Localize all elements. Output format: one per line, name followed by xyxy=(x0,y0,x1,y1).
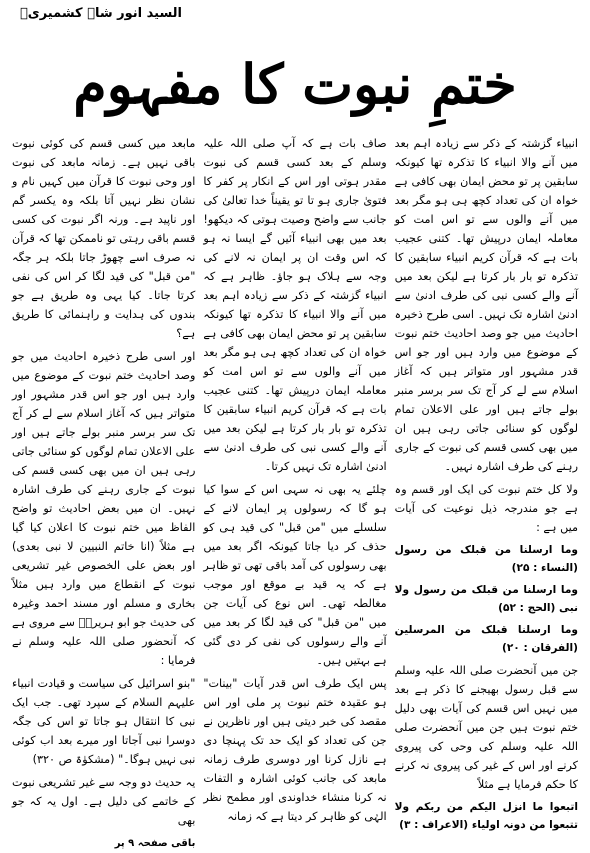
paragraph: چلئے یہ بھی نہ سہی اس کے سوا کیا ہو گا کہ رسولوں پر ایمان لانے کے سلسلے میں "من قبل" کی قید ہی کو حذف کر دیا جاتا کیونکہ اگر بعد میں بھی رسولوں کی آمد باقی تھی تو ظاہر ہے کہ یہ قید بے موقع اور موجب مغالطہ تھی۔ اس نوع کی آیات جن میں "من قبل" کی قید لگا کر بعد میں آنے والے رسولوں کی نفی کر دی گئی ہے بہتیں ہیں۔ xyxy=(203,483,387,667)
continued-note: باقی صفحہ ۹ پر xyxy=(114,838,196,849)
paragraph: اور اسی طرح ذخیرہ احادیث میں جو وصد احادیث ختم نبوت کے موضوع میں وارد ہیں اور جو اس قدر مشہور اور متواتر ہیں کہ آغاز اسلام سے لے کر آج تک سر برسر منبر بولے جاتے ہیں اور علی الاعلان تمام لوگوں کو سنائی جاتی رہی ہیں ان میں بھی کسی قسم کی نبوت کے جاری رہنے کی طرف اشارہ نہیں۔ ان میں بعض احادیث تو واضح الفاظ میں ختم نبوت کا اعلان کیا گیا ہے مثلاً (انا خاتم النبیین لا نبی بعدی) اور بعض علی الخصوص غیر تشریعی نبوت کے انقطاع میں وارد ہیں مثلاً بخاری و مسلم اور مسند احمد وغیرہ کی حدیث جو ابو ہریرہؓ سے مروی ہے کہ آنحضور صلی اللہ علیہ وسلم نے فرمایا : xyxy=(12,350,196,667)
column-middle xyxy=(203,134,387,823)
author-name: السید انور شاہ کشمیریؒ xyxy=(20,6,183,21)
paragraph: جن میں آنحضرت صلی اللہ علیہ وسلم سے قبل رسول بھیجنے کا ذکر ہے بعد میں نہیں اس قسم کی آیات بھی دلیل ختم نبوت ہیں جن میں آنحضرت صلی اللہ علیہ وسلم کی وحی کی پیروی کرنے اور اس کے غیر کی پیروی نہ کرنے کا حکم فرمایا ہے مثلاً xyxy=(394,664,578,791)
hadith-quote: "بنو اسرائیل کی سیاست و قیادت انبیاء علیہم السلام کے سپرد تھی۔ جب ایک نبی کا انتقال ہو جاتا تو اس کی جگہ دوسرا نبی آجاتا اور میرے بعد اب کوئی نبی نہیں ہوگا۔" (مشکوٰۃ ص ۳۲۰) xyxy=(12,677,196,766)
paragraph: مابعد میں کسی قسم کی کوئی نبوت باقی نہیں ہے۔ زمانہ مابعد کی نبوت اور وحی نبوت کا قرآن میں کہیں نام و نشان نظر نہیں آتا بلکہ وہ یکسر گم اور ناپید ہے۔ ورنہ اگر نبوت کی کسی قسم باقی رہتی تو ناممکن تھا کہ قرآن نہ صرف اسے چھوڑ جاتا بلکہ ہر جگہ "من قبل" کی قید لگا کر اس کی نفی کرتا جاتا۔ کیا یہی وہ طریق ہے جو بندوں کی ہدایت و راہنمائی کا طریق ہے؟ xyxy=(12,137,196,340)
paragraph: انبیاء گزشتہ کے ذکر سے زیادہ اہم بعد میں آنے والا انبیاء کا تذکرہ تھا کیونکہ سابقین پر تو محض ایمان بھی کافی ہے خواہ ان کی تعداد کچھ ہی ہو مگر بعد میں آنے والوں سے تو اس امت کو معاملہ ایمان درپیش تھا۔ کتنی عجیب بات ہے کہ قرآن کریم انبیاء سابقین کا تذکرہ تو بار بار کرتا ہے لیکن بعد میں آنے والے کسی نبی کی طرف ادنیٰ سے ادنیٰ اشارہ تک نہیں۔ اسی طرح ذخیرہ احادیث میں جو وصد احادیث ختم نبوت کے موضوع میں وارد ہیں اور جو اس قدر مشہور اور متواتر ہیں کہ آغاز اسلام سے لے کر آج تک سر برسر منبر بولے جاتے ہیں اور علی الاعلان تمام لوگوں کو سنائی جاتی رہی ہیں ان میں بھی کسی قسم کی نبوت کے جاری رہنے کی طرف اشارہ نہیں۔ xyxy=(394,137,578,473)
article-columns xyxy=(12,134,578,849)
paragraph: ولا کل ختم نبوت کی ایک اور قسم وہ ہے جو مندرجہ ذیل نوعیت کی آیات میں ہے : xyxy=(394,483,578,534)
quran-verse: اتبعوا ما انزل الیکم من ربکم ولا تتبعوا من دونہ اولیاء (الاعراف : ۳) xyxy=(394,801,578,831)
column-right xyxy=(394,134,578,831)
quran-verse: وما ارسلنا من قبلک من رسول (النساء : ۲۵) xyxy=(394,544,578,574)
paragraph: یہ حدیث دو وجہ سے غیر تشریعی نبوت کے خاتمے کی دلیل ہے۔ اول یہ کہ جو بھی xyxy=(12,776,196,827)
article-title: ختمِ نبوت کا مفہوم xyxy=(73,52,517,116)
paragraph: صاف بات ہے کہ آپ صلی اللہ علیہ وسلم کے بعد کسی قسم کی نبوت مقدر ہوتی اور اس کے انکار پر کفر کا فتویٰ جاری ہو تا تو یقیناً خدا تعالیٰ کی جانب سے واضح وصیت ہوتی کہ دیکھو! بعد میں بھی انبیاء آئیں گے ایسا نہ ہو کہ اس وقت ان پر ایمان نہ لانے کی وجہ سے ہلاک ہو جاؤ۔ ظاہر ہے کہ انبیاء گزشتہ کے ذکر سے زیادہ اہم بعد میں آنے والا انبیاء کا تذکرہ تھا کیونکہ سابقین پر تو محض ایمان بھی کافی ہے خواہ ان کی تعداد کچھ ہی ہو مگر بعد میں آنے والوں سے تو اس امت کو معاملہ ایمان درپیش تھا۔ کتنی عجیب بات ہے کہ قرآن کریم انبیاء سابقین کا تذکرہ تو بار بار کرتا ہے لیکن بعد میں آنے والے کسی نبی کی طرف ادنیٰ سے ادنیٰ اشارہ تک نہیں کرتا۔ xyxy=(203,137,387,473)
quran-verse: وما ارسلنا قبلک من المرسلین (الفرقان : ۲۰) xyxy=(394,624,578,654)
quran-verse: وما ارسلنا من قبلک من رسول ولا نبی (الحج : ۵۲) xyxy=(394,584,578,614)
paragraph: پس ایک طرف اس قدر آیات "بینات" ہو عقیدہ ختم نبوت پر ملی اور اس مقصد کی خبر دیتی ہیں اور ناظرین نے جن کی تعداد کو ایک حد تک پہنچا دی ہے نازل کرنا اور دوسری طرف زمانہ مابعد کی جانب کوئی اشارہ و التفات نہ کرنا منشاء خداوندی اور مطمح نظر الہٰی کو ظاہر کر دیتا ہے کہ زمانہ xyxy=(203,677,387,823)
column-left xyxy=(12,134,196,849)
